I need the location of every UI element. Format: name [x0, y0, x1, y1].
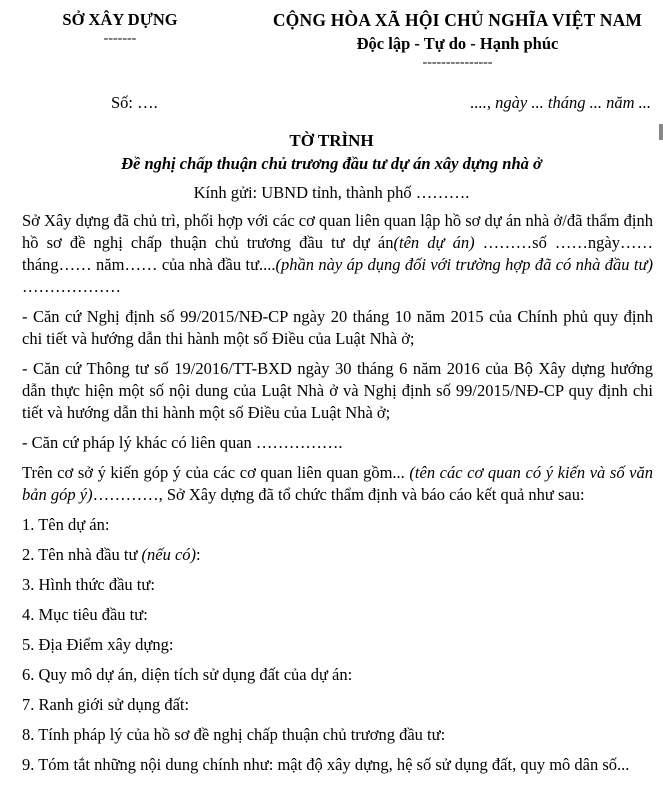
nation-block — [255, 8, 660, 72]
agency-name: SỞ XÂY DỰNG — [62, 10, 178, 29]
legal-basis-3: - Căn cứ pháp lý khác có liên quan ……………. — [22, 433, 343, 452]
greeting-line: Kính gửi: UBND tỉnh, thành phố ………. — [193, 183, 470, 202]
document-title: TỜ TRÌNH — [289, 131, 374, 150]
legal-basis-1: - Căn cứ Nghị định số 99/2015/NĐ-CP ngày 20 tháng 10 năm 2015 của Chính phủ quy định chi tiết và hướng dẫn thi hành một số Điều của Luật Nhà ở; — [22, 307, 653, 348]
nation-name: CỘNG HÒA XÃ HỘI CHỦ NGHĨA VIỆT NAM — [272, 10, 643, 30]
list-item: 5. Địa Điểm xây dựng: — [22, 635, 174, 654]
legal-basis-2: - Căn cứ Thông tư số 19/2016/TT-BXD ngày 30 tháng 6 năm 2016 của Bộ Xây dựng hướng dẫn thực hiện một số nội dung của Luật Nhà ở và Nghị định số 99/2015/NĐ-CP quy định chi tiết và hướng dẫn thi hành một số Điều của Luật Nhà ở; — [22, 359, 653, 422]
document-date: ...., ngày ... tháng ... năm ... — [470, 93, 651, 112]
list-item: 7. Ranh giới sử dụng đất: — [22, 695, 190, 714]
list-item: 3. Hình thức đầu tư: — [22, 575, 155, 594]
document-subtitle: Đề nghị chấp thuận chủ trương đầu tư dự án xây dựng nhà ở — [121, 154, 542, 173]
motto-divider: --------------- — [422, 55, 493, 70]
motto: Độc lập - Tự do - Hạnh phúc — [356, 34, 559, 53]
list-item: 9. Tóm tắt những nội dung chính như: mật độ xây dựng, hệ số sử dụng đất, quy mô dân số... — [22, 755, 630, 774]
scrollbar-thumb[interactable] — [659, 124, 663, 140]
list-item: 4. Mục tiêu đầu tư: — [22, 605, 148, 624]
opinion-paragraph: Trên cơ sở ý kiến góp ý của các cơ quan liên quan gồm... (tên các cơ quan có ý kiến và số văn bản góp ý)…………, Sở Xây dựng đã tổ chức thẩm định và báo cáo kết quả như sau: — [22, 463, 653, 504]
list-item: 2. Tên nhà đầu tư (nếu có): — [22, 545, 201, 564]
document-number: Số: …. — [111, 93, 158, 112]
document-body — [22, 210, 653, 784]
list-item: 6. Quy mô dự án, diện tích sử dụng đất của dự án: — [22, 665, 353, 684]
agency-divider: ------- — [103, 31, 137, 46]
list-item: 8. Tính pháp lý của hồ sơ đề nghị chấp thuận chủ trương đầu tư: — [22, 725, 446, 744]
agency-block — [50, 8, 190, 48]
intro-paragraph: Sở Xây dựng đã chủ trì, phối hợp với các cơ quan liên quan lập hồ sơ dự án nhà ở/đã thẩm định hồ sơ đề nghị chấp thuận chủ trương đầu tư dự án(tên dự án) ………số ……ngày…… tháng…… năm…… của nhà đầu tư....(phần này áp dụng đối với trường hợp đã có nhà đầu tư) ……………… — [22, 211, 653, 296]
list-item: 1. Tên dự án: — [22, 515, 110, 534]
